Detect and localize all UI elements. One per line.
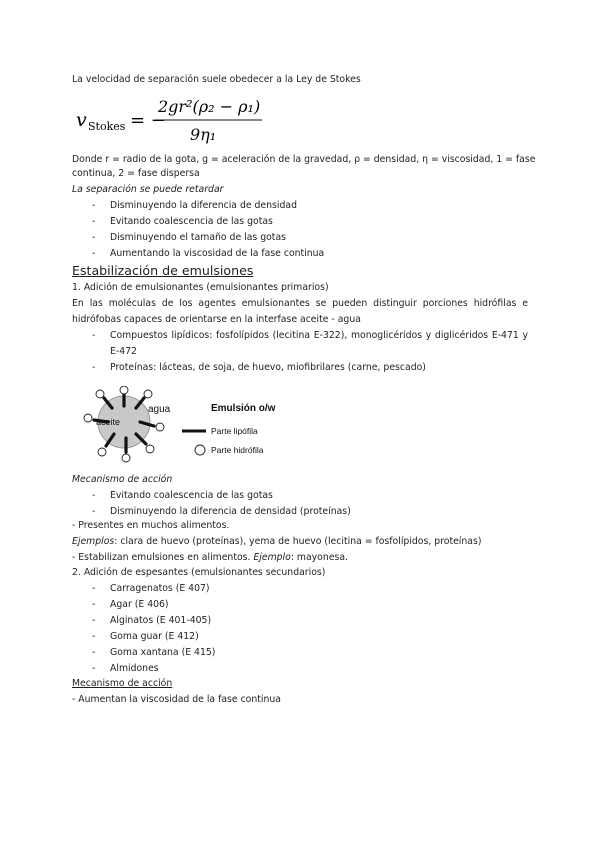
mechanism-item: Disminuyendo la diferencia de densidad (proteínas) xyxy=(110,506,351,517)
bullet-dash: - xyxy=(92,631,96,642)
definition-line-1: Donde r = radio de la gota, g = aceleración de la gravedad, ρ = densidad, η = viscosidad, 1 = fase xyxy=(72,154,536,165)
retard-item: Disminuyendo la diferencia de densidad xyxy=(110,200,297,211)
mechanism-2-text: - Aumentan la viscosidad de la fase continua xyxy=(72,694,281,705)
bullet-dash: - xyxy=(92,362,96,373)
bullet-dash: - xyxy=(92,506,96,517)
legend-lipophilic-label: Parte lipófila xyxy=(211,426,258,436)
oil-label: aceite xyxy=(96,417,121,427)
stabilize-line xyxy=(72,552,348,564)
present-note: - Presentes en muchos alimentos. xyxy=(72,520,230,531)
retard-item: Aumentando la viscosidad de la fase continua xyxy=(110,248,325,259)
mechanism-heading-2: Mecanismo de acción xyxy=(72,678,173,689)
bullet-dash: - xyxy=(92,490,96,501)
definition-line-2: continua, 2 = fase dispersa xyxy=(72,168,200,179)
mechanism-item: Evitando coalescencia de las gotas xyxy=(110,490,273,501)
emulsifier-item: Compuestos lipídicos: fosfolípidos (lecitina E-322), monoglicéridos y diglicéridos E-471 y xyxy=(110,330,528,341)
legend-hydrophilic-marker xyxy=(195,445,205,455)
thickener-item: Carragenatos (E 407) xyxy=(110,583,210,594)
thickener-item: Goma guar (E 412) xyxy=(110,631,199,642)
bullet-dash: - xyxy=(92,647,96,658)
formula-lhs-subscript: Stokes xyxy=(88,120,126,133)
bullet-dash: - xyxy=(92,599,96,610)
example-label: Ejemplo xyxy=(253,552,291,563)
bullet-dash: - xyxy=(92,583,96,594)
formula-equals: = − xyxy=(130,110,166,131)
examples-text: : clara de huevo (proteínas), yema de huevo (lecitina = fosfolípidos, proteínas) xyxy=(114,536,482,547)
emulsion-diagram xyxy=(70,386,290,472)
emulsifier-item: Proteínas: lácteas, de soja, de huevo, miofibrilares (carne, pescado) xyxy=(110,362,426,373)
thickener-item: Alginatos (E 401-405) xyxy=(110,615,212,626)
thickener-item: Almidones xyxy=(110,663,159,674)
paragraph-line-2: hidrófobas capaces de orientarse en la interfase aceite - agua xyxy=(72,314,361,325)
paragraph-line-1: En las moléculas de los agentes emulsionantes se pueden distinguir porciones hidrófilas e xyxy=(72,298,528,309)
emulsion-title: Emulsión o/w xyxy=(211,403,276,414)
example-text: : mayonesa. xyxy=(290,552,348,563)
subsection-2-title: 2. Adición de espesantes (emulsionantes secundarios) xyxy=(72,567,326,578)
intro-text: La velocidad de separación suele obedecer a la Ley de Stokes xyxy=(72,74,361,85)
bullet-dash: - xyxy=(92,232,96,243)
formula-numerator: 2gr²(ρ₂ − ρ₁) xyxy=(158,97,261,116)
bullet-dash: - xyxy=(92,615,96,626)
thickener-item: Agar (E 406) xyxy=(110,599,169,610)
examples-line xyxy=(72,536,481,548)
bullet-dash: - xyxy=(92,248,96,259)
stokes-formula xyxy=(72,92,272,148)
thickener-item: Goma xantana (E 415) xyxy=(110,647,216,658)
section-title: Estabilización de emulsiones xyxy=(72,263,254,278)
bullet-dash: - xyxy=(92,330,96,341)
formula-lhs-symbol: v xyxy=(76,109,87,131)
retard-heading: La separación se puede retardar xyxy=(72,184,224,195)
formula-denominator: 9η₁ xyxy=(190,125,217,144)
retard-item: Evitando coalescencia de las gotas xyxy=(110,216,273,227)
bullet-dash: - xyxy=(92,216,96,227)
subsection-1-title: 1. Adición de emulsionantes (emulsionantes primarios) xyxy=(72,282,329,293)
emulsifier-item-cont: E-472 xyxy=(110,346,137,357)
legend-hydrophilic-label: Parte hidrófila xyxy=(211,445,264,455)
examples-label: Ejemplos xyxy=(72,536,115,547)
mechanism-heading-1: Mecanismo de acción xyxy=(72,474,173,485)
bullet-dash: - xyxy=(92,200,96,211)
water-label: agua xyxy=(148,404,171,415)
bullet-dash: - xyxy=(92,663,96,674)
retard-item: Disminuyendo el tamaño de las gotas xyxy=(110,232,286,243)
stabilize-prefix: - Estabilizan emulsiones en alimentos. xyxy=(72,552,254,563)
